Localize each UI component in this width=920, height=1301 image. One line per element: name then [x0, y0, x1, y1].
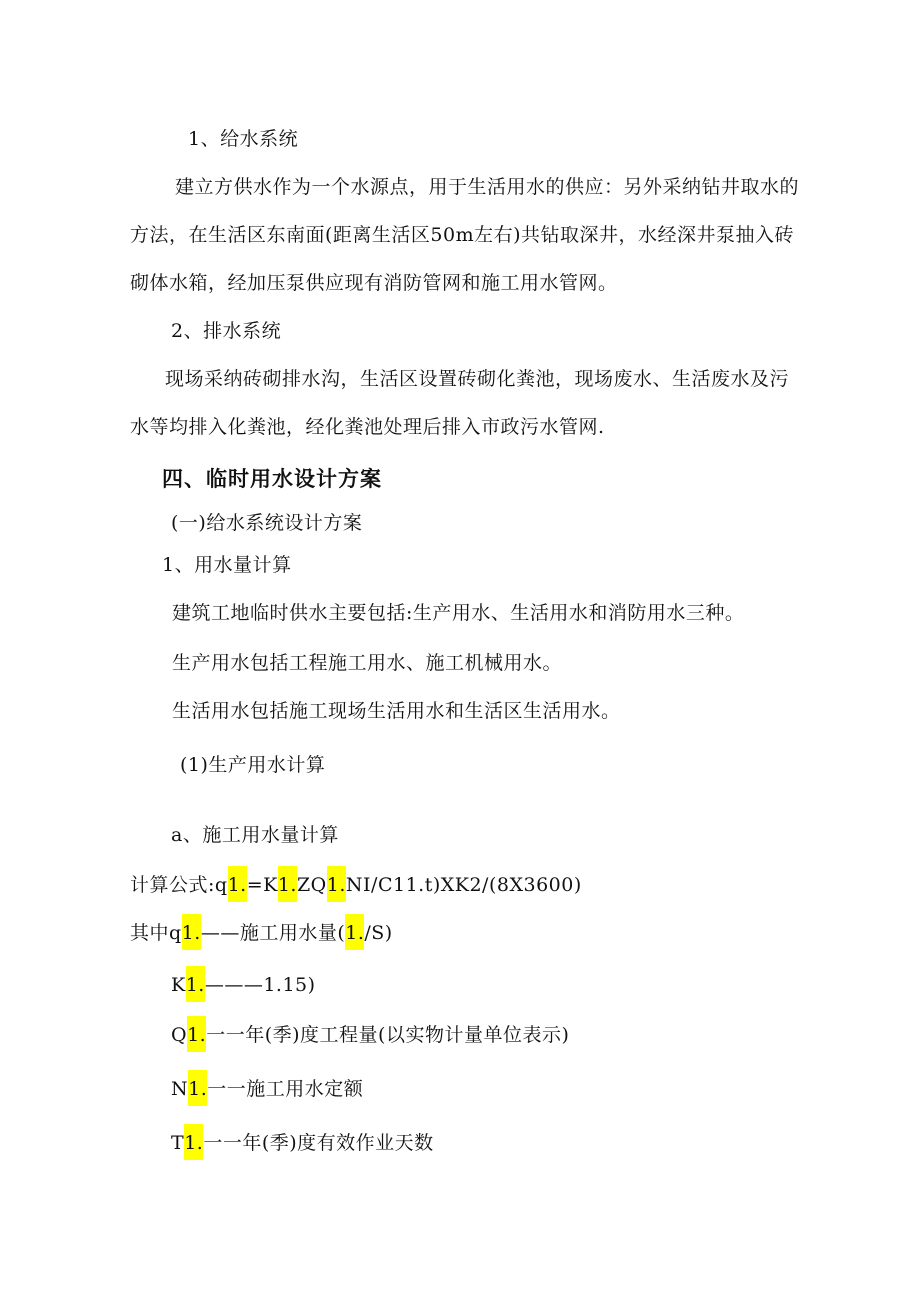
definition-k1 — [171, 972, 316, 998]
definition-t1-highlight: 1. — [184, 1124, 203, 1160]
definition-n1-highlight: 1. — [188, 1070, 207, 1106]
formula-part-2: =K — [246, 874, 278, 896]
definition-q1-unit-highlight: 1. — [345, 914, 364, 950]
definition-k1-highlight: 1. — [186, 966, 205, 1002]
water-calc-title: 1、用水量计算 — [162, 554, 292, 576]
water-supply-para-line-2: 方法，在生活区东南面(距离生活区50m左右)共钻取深井，水经深井泵抽入砖 — [130, 224, 795, 246]
formula-line — [130, 872, 582, 898]
definition-t1-label: T — [171, 1132, 185, 1154]
definition-k1-label: K — [171, 974, 186, 996]
production-water-calc-title: (1)生产用水计算 — [180, 754, 326, 776]
water-supply-para-line-3: 砌体水箱，经加压泵供应现有消防管网和施工用水管网。 — [130, 272, 618, 294]
formula-highlight-3: 1. — [327, 866, 346, 902]
formula-part-3: ZQ — [296, 874, 327, 896]
drainage-para-line-2: 水等均排入化粪池，经化粪池处理后排入市政污水管网. — [130, 416, 605, 438]
definition-t1 — [171, 1130, 434, 1156]
definition-n1-label: N — [171, 1078, 189, 1100]
supply-types-paragraph: 建筑工地临时供水主要包括:生产用水、生活用水和消防用水三种。 — [172, 602, 745, 624]
definition-q1 — [130, 920, 393, 946]
definition-q1-highlight: 1. — [182, 914, 201, 950]
production-water-paragraph: 生产用水包括工程施工用水、施工机械用水。 — [172, 652, 563, 674]
definition-q1-text: ——施工用水量( — [200, 922, 346, 944]
chapter-heading: 四、临时用水设计方案 — [162, 467, 382, 491]
definition-t1-text: 一一年(季)度有效作业天数 — [203, 1132, 434, 1154]
formula-part-4: NI∕C11.t)XK2/(8X3600) — [345, 874, 582, 896]
definition-k1-text: ———1.15) — [204, 974, 316, 996]
definition-q1-label: 其中q — [130, 922, 182, 944]
domestic-water-paragraph: 生活用水包括施工现场生活用水和生活区生活用水。 — [172, 700, 621, 722]
definition-q-highlight: 1. — [187, 1016, 206, 1052]
formula-highlight-2: 1. — [278, 866, 297, 902]
construction-water-calc-title: a、施工用水量计算 — [171, 824, 339, 846]
definition-n1-text: 一一施工用水定额 — [207, 1078, 364, 1100]
definition-q-quantity — [171, 1022, 569, 1048]
drainage-para-line-1: 现场采纳砖砌排水沟，生活区设置砖砌化粪池，现场废水、生活废水及污 — [165, 368, 790, 390]
definition-q-label: Q — [171, 1024, 188, 1046]
definition-q-text: 一一年(季)度工程量(以实物计量单位表示) — [206, 1024, 570, 1046]
drainage-title: 2、排水系统 — [171, 320, 282, 342]
definition-q1-unit: /S) — [364, 922, 393, 944]
formula-highlight-1: 1. — [228, 866, 247, 902]
chapter-subheading: (一)给水系统设计方案 — [171, 512, 363, 534]
definition-n1 — [171, 1076, 363, 1102]
formula-part-1: 计算公式:q — [130, 874, 228, 896]
water-supply-title: 1、给水系统 — [188, 128, 299, 150]
water-supply-para-line-1: 建立方供水作为一个水源点，用于生活用水的供应：另外采纳钻井取水的 — [175, 176, 800, 198]
